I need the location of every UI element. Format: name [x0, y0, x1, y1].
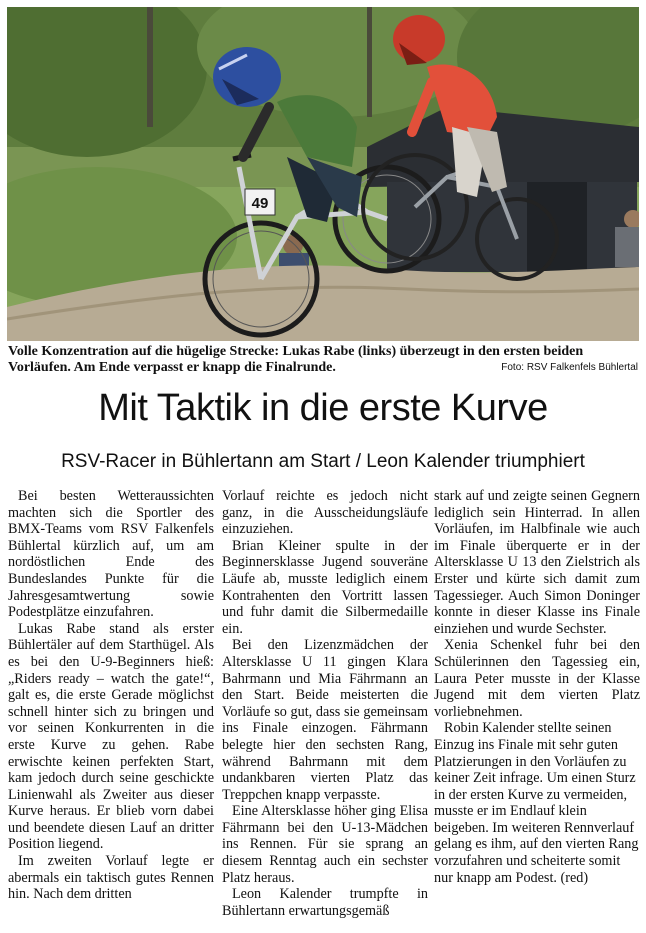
paragraph: Robin Kalender stellte seinen Einzug ins Finale mit sehr guten Platzierungen in den Vorläufen zu keiner Zeit infrage. Um einen Sturz in der ersten Kurve zu vermeiden, musste er im Endlauf klein beigeben. Im weiteren Rennverlauf gelang es ihm, auf den vierten Rang vorzufahren und scheiterte somit nur knapp am Podest. (red) [434, 720, 639, 886]
caption-text: Volle Konzentration auf die hügelige Strecke: Lukas Rabe (links) überzeugt in den ersten beiden Vorläufen. Am Ende verpasst er knapp die Finalrunde. [8, 344, 584, 375]
paragraph: Leon Kalender trumpfte in Bühlertann erwartungsgemäß [222, 886, 428, 919]
paragraph: Brian Kleiner spulte in der Beginnersklasse Jugend souveräne Läufe ab, musste lediglich einem Kontrahenten den Vortritt lassen und fuhr damit die Silbermedaille ein. [222, 537, 428, 637]
paragraph: Eine Altersklasse höher ging Elisa Fährmann bei den U-13-Mädchen ins Rennen. Für sie sprang an diesem Renntag auch ein sechster Platz heraus. [222, 803, 428, 886]
article-column-3 [434, 488, 640, 886]
paragraph: Im zweiten Vorlauf legte er abermals ein taktisch gutes Rennen hin. Nach dem dritten [8, 853, 214, 903]
paragraph: stark auf und zeigte seinen Gegnern lediglich sein Hinterrad. In allen Vorläufen, im Halbfinale wie auch im Finale überquerte er in der Altersklasse U 13 den Zielstrich als Erster und kürte sich damit zum Tagessieger. Auch Simon Doninger konnte in dieser Klasse ins Finale einziehen und wurde Sechster. [434, 488, 640, 637]
photo-credit: Foto: RSV Falkenfels Bühlertal [501, 362, 638, 373]
article-headline: Mit Taktik in die erste Kurve [98, 387, 548, 429]
paragraph: Lukas Rabe stand als erster Bühlertäler auf dem Starthügel. Als es bei den U-9-Beginners hieß: „Riders ready – watch the gate!“, galt es, die erste Gerade möglichst schnell hinter sich zu bringen und vor seinen Konkurrenten in die erste Kurve zu gehen. Rabe erwischte keinen perfekten Start, kam jedoch durch seine geschickte Linienwahl als Zweiter aus dieser Kurve heraus. Er blieb vorn dabei und beendete diesen Lauf an dritter Position liegend. [8, 620, 214, 853]
paragraph: Bei den Lizenzmädchen der Altersklasse U 11 gingen Klara Bahrmann und Mia Fährmann an den Start. Beide meisterten die Vorläufe so gut, dass sie gemeinsam ins Finale einzogen. Fährmann belegte hier den sechsten Rang, während Bahrmann mit dem undankbaren vierten Platz das Treppchen knapp verpasste. [222, 637, 428, 803]
article-column-1 [8, 488, 214, 903]
article-column-2 [222, 488, 428, 919]
article-subheadline: RSV-Racer in Bühlertann am Start / Leon Kalender triumphiert [61, 451, 585, 472]
paragraph: Bei besten Wetteraussichten machten sich die Sportler des BMX-Teams vom RSV Falkenfels Bühlertal kürzlich auf, um am nordöstlichen Ende des Bundeslandes Punkte für die Jahresgesamtwertung sowie Podestplätze einzufahren. [8, 488, 214, 621]
bib-number: 49 [251, 195, 269, 212]
photo-caption [8, 344, 638, 376]
paragraph: Xenia Schenkel fuhr bei den Schülerinnen den Tagessieg ein, Laura Peter musste in der Klasse Jugend mit dem vierten Platz vorliebnehmen. [434, 637, 640, 720]
bmx-race-photo [7, 7, 639, 341]
paragraph: Vorlauf reichte es jedoch nicht ganz, in die Ausscheidungsläufe einzuziehen. [222, 488, 428, 538]
